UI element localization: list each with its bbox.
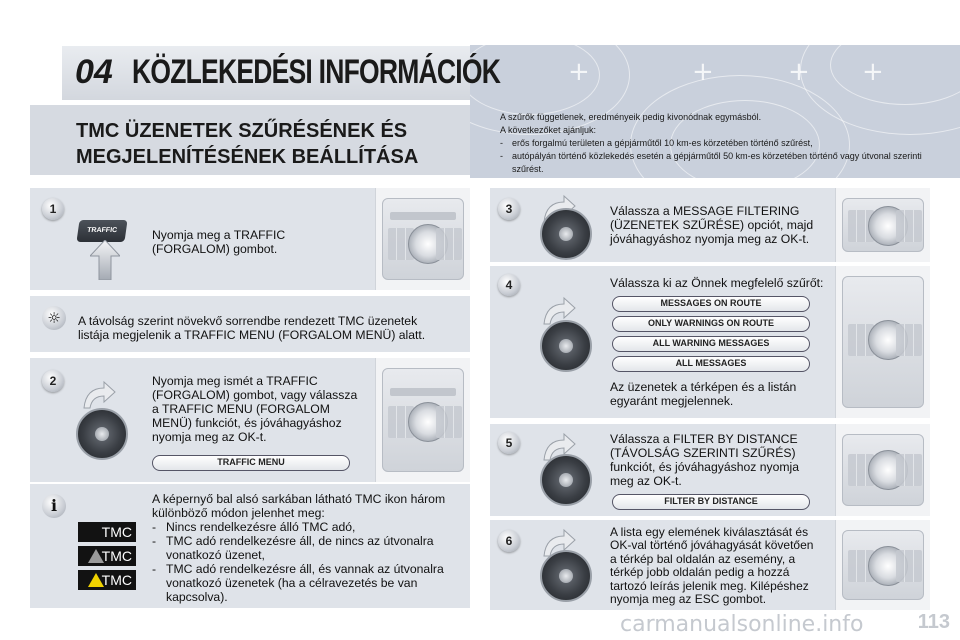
console-illustration bbox=[835, 520, 930, 610]
filter-by-distance-pill: FILTER BY DISTANCE bbox=[612, 494, 810, 510]
control-dial-icon bbox=[540, 454, 592, 506]
note-panel bbox=[30, 296, 470, 352]
watermark: carmanualsonline.info bbox=[620, 612, 864, 637]
step-4-text: Válassza ki az Önnek megfelelő szűrőt: bbox=[610, 276, 824, 290]
section-title-line2: MEGJELENÍTÉSÉNEK BEÁLLÍTÁSA bbox=[76, 146, 419, 168]
step-5-panel bbox=[490, 424, 930, 516]
tmc-icon-none bbox=[78, 522, 136, 542]
intro-line: A következőket ajánljuk: bbox=[500, 125, 597, 135]
step-6-text: A lista egy elemének kiválasztását és OK-val történő jóváhagyását követően a térkép bal oldalán az esemény, a térkép jobb oldalán pedig a hozzá tartozó leírás jelenik meg. Kilépéshez nyomja meg az ESC gombot. bbox=[610, 525, 814, 607]
intro-list-item: - erős forgalmú területen a gépjárműtől 10 km-es körzetében történő szűrést, bbox=[500, 137, 930, 150]
step-5-text: Válassza a FILTER BY DISTANCE (TÁVOLSÁG SZERINTI SZŰRÉS) funkciót, és jóváhagyáshoz nyomja meg az OK-t. bbox=[610, 432, 800, 488]
step-number-badge: 1 bbox=[42, 198, 64, 220]
filter-option-pill: ALL MESSAGES bbox=[612, 356, 810, 372]
intro-list-item: - autópályán történő közlekedés esetén a gépjárműtől 50 km-es körzetében történő vagy útvonal szerinti szűrést. bbox=[500, 150, 930, 176]
chapter-title: KÖZLEKEDÉSI INFORMÁCIÓK bbox=[132, 53, 501, 91]
warning-triangle-icon bbox=[88, 573, 104, 587]
step-number-badge: 3 bbox=[498, 198, 520, 220]
list-item: - TMC adó rendelkezésre áll, és vannak az útvonalra vonatkozó üzenetek (ha a célravezetés be van kapcsolva). bbox=[152, 562, 462, 604]
control-dial-icon bbox=[540, 208, 592, 260]
filter-option-pill: ONLY WARNINGS ON ROUTE bbox=[612, 316, 810, 332]
header-map-graphic: + + + + bbox=[470, 45, 960, 178]
tmc-label: TMC bbox=[101, 572, 132, 588]
info-intro: A képernyő bal alsó sarkában látható TMC ikon három különböző módon jelenhet meg: bbox=[152, 492, 446, 520]
page-header bbox=[0, 0, 960, 178]
step-2-text: Nyomja meg ismét a TRAFFIC (FORGALOM) gombot, vagy válassza a TRAFFIC MENU (FORGALOM MENÜ) funkciót, és jóváhagyáshoz nyomja meg az OK-t. bbox=[152, 374, 358, 444]
console-illustration bbox=[375, 358, 470, 482]
step-1-panel bbox=[30, 188, 470, 290]
traffic-menu-pill: TRAFFIC MENU bbox=[152, 455, 350, 471]
page-number: 113 bbox=[917, 611, 950, 633]
tmc-label: TMC bbox=[101, 524, 132, 540]
info-text bbox=[152, 492, 462, 604]
console-illustration bbox=[835, 266, 930, 418]
step-6-panel bbox=[490, 520, 930, 610]
info-icon: i bbox=[42, 494, 66, 518]
step-number-badge: 6 bbox=[498, 530, 520, 552]
console-illustration bbox=[835, 188, 930, 262]
section-title bbox=[76, 118, 418, 170]
control-dial-icon bbox=[540, 550, 592, 602]
step-4-footer: Az üzenetek a térképen és a listán egyaránt megjelennek. bbox=[610, 380, 797, 408]
chapter-number: 04 bbox=[75, 53, 113, 91]
warning-triangle-icon bbox=[88, 549, 104, 563]
console-illustration bbox=[375, 188, 470, 290]
step-3-panel bbox=[490, 188, 930, 262]
rotate-arrow-icon bbox=[82, 380, 116, 410]
info-panel bbox=[30, 484, 470, 608]
intro-text bbox=[500, 111, 930, 176]
list-item: - TMC adó rendelkezésre áll, de nincs az útvonalra vonatkozó üzenet, bbox=[152, 534, 462, 562]
step-3-text: Válassza a MESSAGE FILTERING (ÜZENETEK SZŰRÉSE) opciót, majd jóváhagyáshoz nyomja meg az OK-t. bbox=[610, 204, 814, 246]
light-bulb-icon: ☼ bbox=[42, 306, 66, 330]
tmc-label: TMC bbox=[101, 548, 132, 564]
step-number-badge: 2 bbox=[42, 370, 64, 392]
press-arrow-icon bbox=[90, 240, 120, 280]
control-dial-icon bbox=[76, 408, 128, 460]
note-text: A távolság szerint növekvő sorrendbe rendezett TMC üzenetek listája megjelenik a TRAFFIC MENU (FORGALOM MENÜ) alatt. bbox=[78, 314, 426, 342]
step-number-badge: 5 bbox=[498, 432, 520, 454]
step-4-panel bbox=[490, 266, 930, 418]
console-illustration bbox=[835, 424, 930, 516]
intro-line: A szűrők függetlenek, eredményeik pedig kivonódnak egymásból. bbox=[500, 112, 762, 122]
step-number-badge: 4 bbox=[498, 274, 520, 296]
filter-option-pill: MESSAGES ON ROUTE bbox=[612, 296, 810, 312]
tmc-icon-yellow-warning bbox=[78, 570, 136, 590]
tmc-state-list bbox=[152, 520, 462, 604]
tmc-icon-grey-warning bbox=[78, 546, 136, 566]
traffic-key-icon: TRAFFIC bbox=[76, 220, 127, 242]
step-2-panel bbox=[30, 358, 470, 482]
filter-option-pill: ALL WARNING MESSAGES bbox=[612, 336, 810, 352]
step-1-text: Nyomja meg a TRAFFIC (FORGALOM) gombot. bbox=[152, 228, 286, 256]
section-title-line1: TMC ÜZENETEK SZŰRÉSÉNEK ÉS bbox=[76, 120, 408, 142]
list-item: - Nincs rendelkezésre álló TMC adó, bbox=[152, 520, 462, 534]
control-dial-icon bbox=[540, 320, 592, 372]
